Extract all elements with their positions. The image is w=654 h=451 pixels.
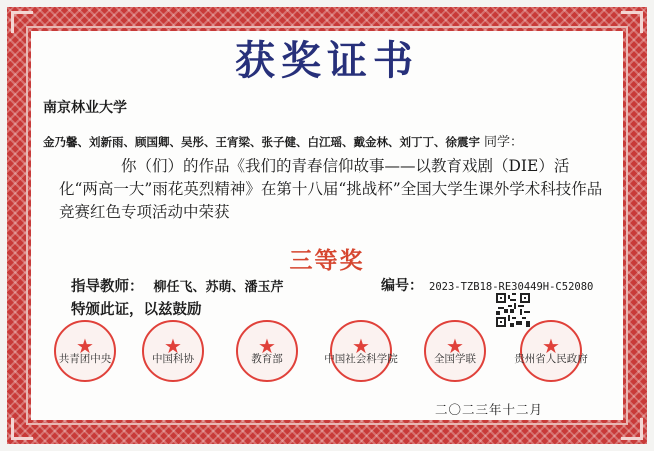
star-icon: ★ (76, 334, 94, 359)
seal-name: 中国科协 (152, 353, 194, 365)
seal-name: 共青团中央 (58, 353, 112, 365)
corner-ornament (621, 418, 643, 440)
award-level: 三等奖 (289, 247, 365, 274)
corner-ornament (11, 418, 33, 440)
certificate-number-label: 编号： (381, 278, 423, 294)
certificate-sheet (31, 31, 623, 420)
advisor-line (71, 275, 284, 296)
issue-date: 二〇二三年十二月 (435, 402, 544, 417)
advisor-names: 柳任飞、苏萌、潘玉芹 (153, 280, 284, 295)
certificate-title: 获奖证书 (235, 37, 419, 84)
certificate-number: 2023-TZB18-RE30449H-C52080 (429, 281, 594, 293)
seal-name: 贵州省人民政府 (514, 353, 588, 365)
certificate-number-line (381, 275, 593, 295)
seal-name: 全国学联 (434, 353, 476, 365)
seal-name: 教育部 (251, 353, 283, 365)
seal-name: 中国社会科学院 (324, 353, 398, 365)
award-description: 你（们）的作品《我们的青春信仰故事——以教育戏剧（DIE）活化“两高一大”雨花英烈精神》在第十八届“挑战杯”全国大学生课外学术科技作品竞赛红色专项活动中荣获 (59, 157, 603, 221)
recipients-line (43, 131, 523, 150)
recipients-suffix: 同学： (484, 135, 524, 150)
star-icon: ★ (446, 334, 464, 359)
qr-code (496, 293, 530, 327)
university-name: 南京林业大学 (43, 100, 127, 116)
corner-ornament (621, 11, 643, 33)
star-icon: ★ (542, 334, 560, 359)
star-icon: ★ (352, 334, 370, 359)
advisor-label: 指导教师： (71, 278, 144, 295)
star-icon: ★ (164, 334, 182, 359)
star-icon: ★ (258, 334, 276, 359)
recipient-names: 金乃馨、刘新雨、顾国卿、吴彤、王宵梁、张子健、白江瑶、戴金林、刘丁丁、徐震宇 (43, 135, 480, 149)
notice-text: 特颁此证，以兹鼓励 (71, 301, 202, 318)
corner-ornament (11, 11, 33, 33)
